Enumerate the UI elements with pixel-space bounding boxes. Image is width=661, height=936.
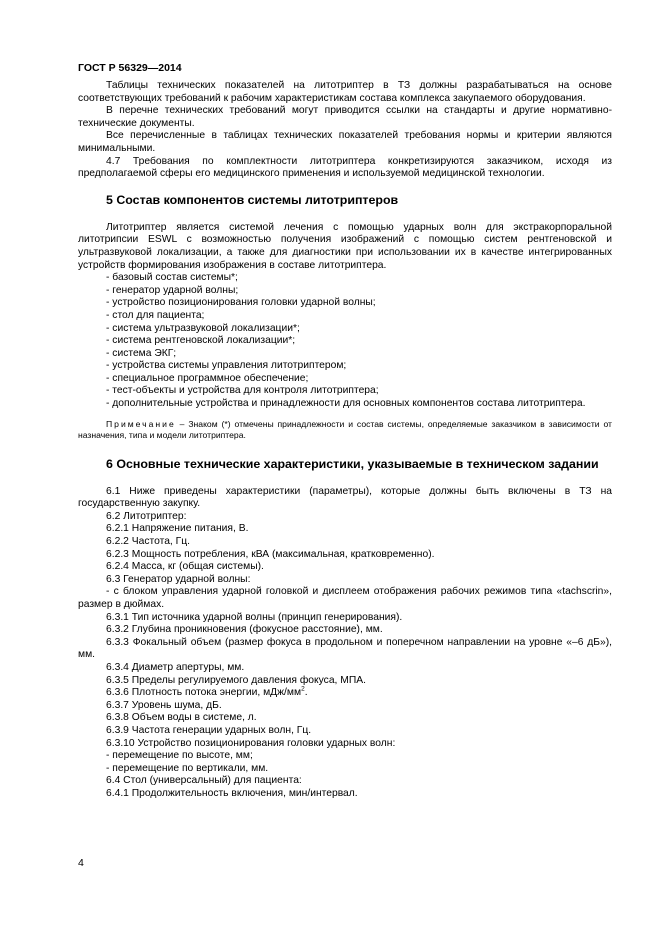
spec-line: 6.3.5 Пределы регулируемого давления фокуса, МПА. [106, 674, 366, 686]
spec-line: 6.1 Ниже приведены характеристики (параметры), которые должны быть включены в ТЗ на государственную закупку. [78, 485, 612, 510]
spec-line: 6.3.7 Уровень шума, дБ. [106, 699, 222, 711]
list-item: - система ЭКГ; [106, 347, 177, 359]
superscript: 2 [301, 685, 305, 693]
spec-line [78, 687, 612, 700]
intro-paragraph: Таблицы технических показателей на литотриптер в ТЗ должны разрабатываться на основе соответствующих требований к рабочим характеристикам состава комплекса закупаемого оборудования. [78, 80, 612, 104]
spec-line: 6.3.10 Устройство позиционирования головки ударных волн: [106, 737, 396, 749]
spec-line: 6.3.8 Объем воды в системе, л. [106, 712, 257, 724]
document-body [78, 80, 612, 801]
spec-line: 6.2.4 Масса, кг (общая системы). [106, 561, 264, 573]
list-item: - тест-объекты и устройства для контроля литотриптера; [106, 385, 379, 397]
spec-line: 6.3.3 Фокальный объем (размер фокуса в продольном и поперечном направлении на уровне «–6 дБ»), мм. [78, 636, 612, 661]
section-6-heading: 6 Основные технические характеристики, указываемые в техническом задании [106, 456, 599, 471]
list-item: - специальное программное обеспечение; [106, 372, 309, 384]
spec-line-text: 6.3.6 Плотность потока энергии, мДж/мм [106, 687, 302, 699]
intro-paragraph: В перечне технических требований могут приводится ссылки на стандарты и другие нормативно-технические документы. [78, 105, 612, 129]
note-text: – Знаком (*) отмечены принадлежности и состав системы, определяемые заказчиком в зависимости от назначения, типа и модели литотриптера. [78, 418, 612, 440]
document-code-header: ГОСТ Р 56329—2014 [78, 62, 182, 74]
note-label: Примечание [106, 418, 176, 429]
spec-line: 6.2.2 Частота, Гц. [106, 536, 190, 548]
list-item: - устройства системы управления литотриптером; [106, 360, 347, 372]
list-item: - дополнительные устройства и принадлежности для основных компонентов состава литотриптера. [106, 398, 586, 410]
section-5-intro: Литотриптер является системой лечения с помощью ударных волн для экстракорпоральной литотрипсии ESWL с возможностью получения изображений с помощью систем рентгеновской и ультразвуковой локализации, а также для диагностики при использовании их в качестве интегрированных устройств формирования изображения в составе литотриптера. [78, 221, 612, 271]
list-item: - генератор ударной волны; [106, 284, 239, 296]
spec-line: 6.3 Генератор ударной волны: [106, 573, 251, 585]
spec-line: 6.2 Литотриптер: [106, 510, 187, 522]
spec-line: 6.4.1 Продолжительность включения, мин/интервал. [106, 787, 358, 799]
page-number: 4 [78, 857, 84, 869]
section-5-heading: 5 Состав компонентов системы литотриптеров [106, 192, 399, 207]
spec-line-end: . [304, 687, 308, 699]
intro-paragraph: Все перечисленные в таблицах технических показателей требования нормы и критерии являются минимальными. [78, 130, 612, 154]
spec-line: - перемещение по вертикали, мм. [106, 762, 269, 774]
spec-line: 6.3.1 Тип источника ударной волны (принцип генерирования). [106, 611, 403, 623]
intro-paragraph: 4.7 Требования по комплектности литотриптера конкретизируются заказчиком, исходя из предполагаемой сферы его медицинского применения и используемой медицинской технологии. [78, 155, 612, 180]
spec-line: 6.2.3 Мощность потребления, кВА (максимальная, кратковременно). [106, 548, 435, 560]
list-item: - базовый состав системы*; [106, 272, 238, 284]
list-item: - устройство позиционирования головки ударной волны; [106, 297, 376, 309]
spec-line: 6.3.2 Глубина проникновения (фокусное расстояние), мм. [106, 624, 383, 636]
list-item: - стол для пациента; [106, 309, 205, 321]
spec-line: 6.3.9 Частота генерации ударных волн, Гц. [106, 724, 312, 736]
spec-line: - с блоком управления ударной головкой и дисплеем отображения рабочих режимов типа «tachscrin», размер в дюймах. [78, 586, 612, 610]
spec-line: 6.3.4 Диаметр апертуры, мм. [106, 661, 245, 673]
spec-line: - перемещение по высоте, мм; [106, 750, 253, 762]
spec-line: 6.4 Стол (универсальный) для пациента: [106, 775, 302, 787]
list-item: - система ультразвуковой локализации*; [106, 322, 300, 334]
section-5-note [78, 419, 612, 441]
spec-line: 6.2.1 Напряжение питания, В. [106, 523, 249, 535]
list-item: - система рентгеновской локализации*; [106, 335, 296, 347]
